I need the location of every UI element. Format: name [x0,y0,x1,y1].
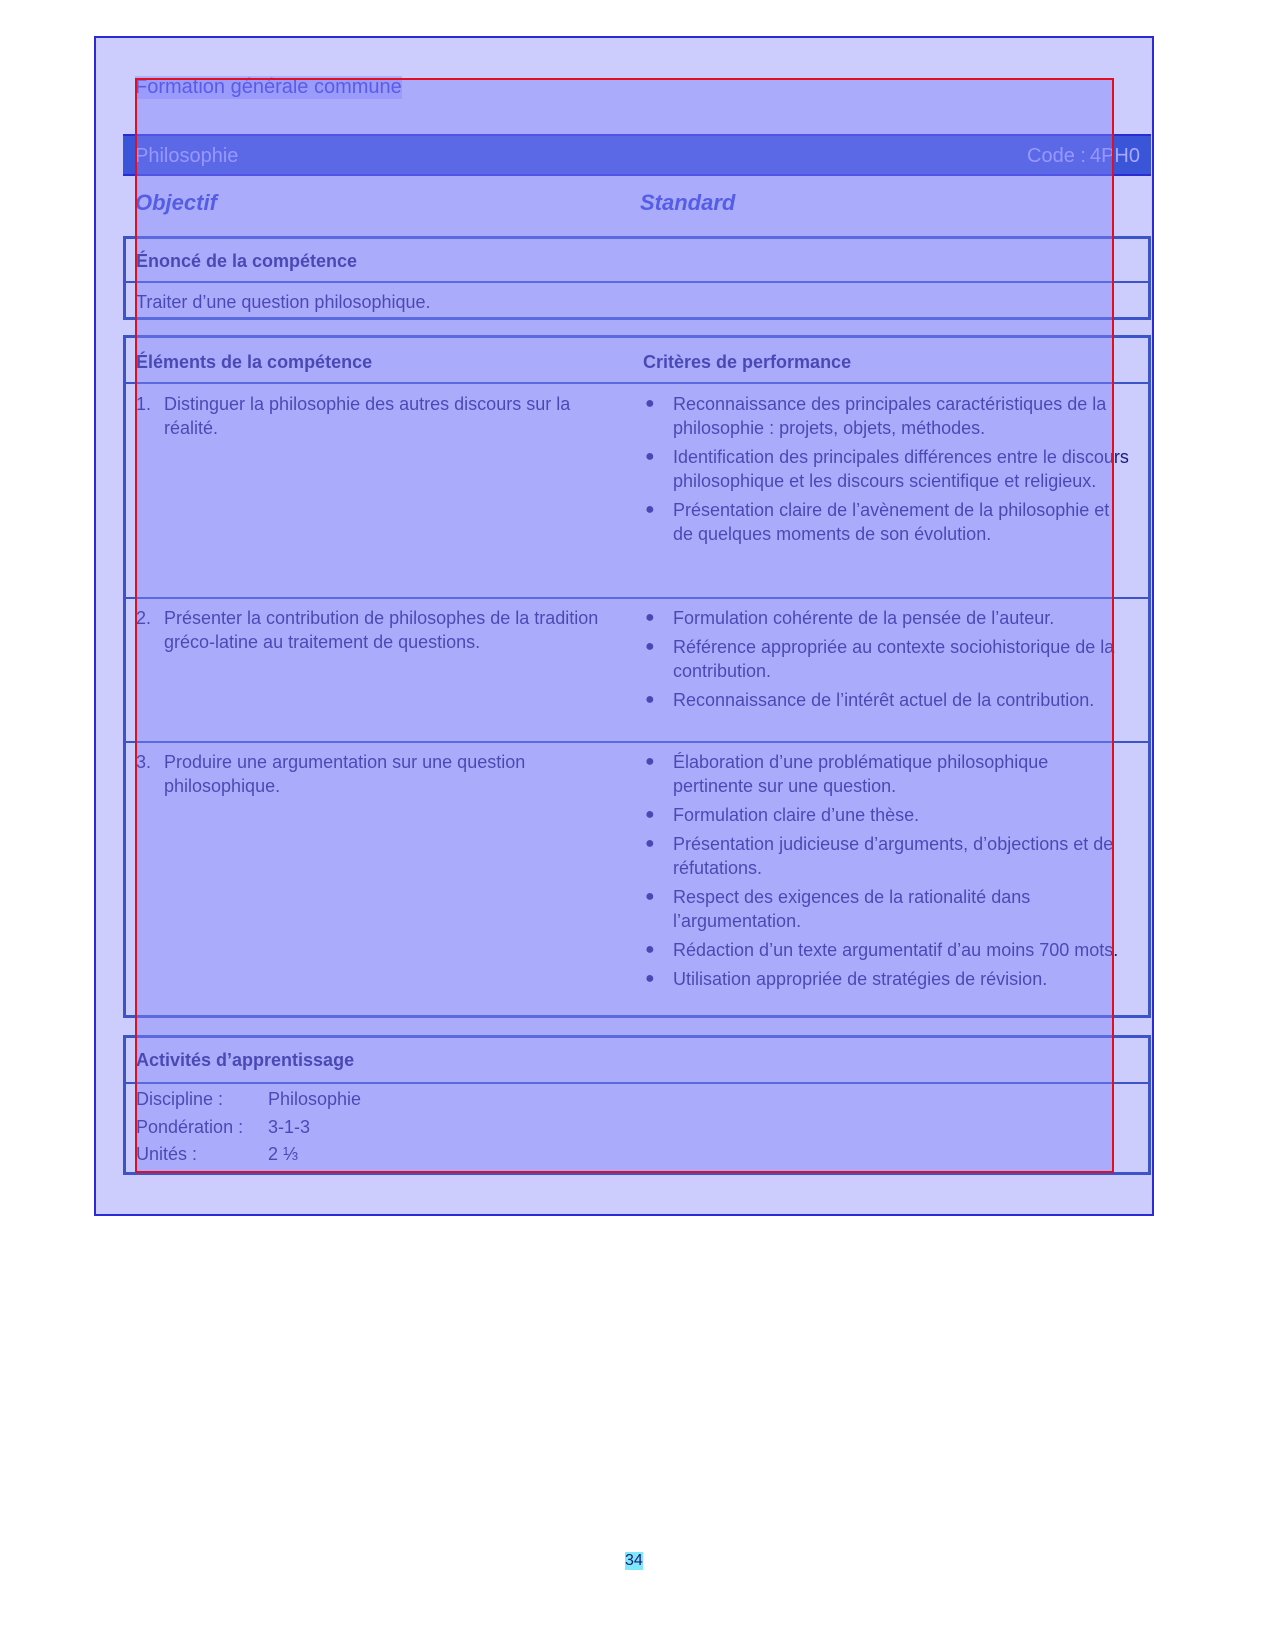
criterion-item: ● Utilisation appropriée de stratégies de révision. [645,969,1048,989]
element-text: Distinguer la philosophie des autres discours sur la réalité. [164,394,571,438]
element-number: 1. [136,394,152,414]
course-code-label: Code : [1027,145,1086,167]
criterion-item: ● Formulation cohérente de la pensée de l’auteur. [645,608,1055,628]
element-number: 3. [136,752,152,772]
discipline-label: Discipline : [136,1089,224,1109]
ponderation-value: 3-1-3 [268,1117,311,1137]
unites-value: 2 ⅓ [268,1144,299,1164]
bullet-icon: ● [645,395,655,412]
course-code-value: 4PH0 [1089,145,1140,167]
criterion-item: ● Présentation claire de l’avènement de la philosophie et de quelques moments de son évolution. [645,500,1110,544]
enonce-title: Énoncé de la compétence [136,251,358,271]
criterion-item: ● Élaboration d’une problématique philosophique pertinente sur une question. [645,752,1049,796]
activites-title: Activités d’apprentissage [136,1050,355,1070]
bullet-icon: ● [645,691,655,708]
criterion-item: ● Référence appropriée au contexte sociohistorique de la contribution. [645,637,1115,681]
criterion-item: ● Reconnaissance de l’intérêt actuel de la contribution. [645,690,1095,710]
criterion-item: ● Rédaction d’un texte argumentatif d’au moins 700 mots. [645,940,1119,960]
criterion-item: ● Reconnaissance des principales caractéristiques de la philosophie : projets, objets, méthodes. [645,394,1107,438]
unites-label: Unités : [136,1144,198,1164]
enonce-text: Traiter d’une question philosophique. [136,292,431,312]
element-text: Présenter la contribution de philosophes de la tradition gréco-latine au traitement de questions. [164,608,599,652]
section-title: Formation générale commune [135,76,402,98]
bullet-icon: ● [645,501,655,518]
standard-heading: Standard [640,190,736,215]
criterion-item: ● Identification des principales différences entre le discours philosophique et les discours scientifique et religieux. [645,447,1129,491]
criterion-item: ● Présentation judicieuse d’arguments, d’objections et de réfutations. [645,834,1114,878]
objectif-heading: Objectif [135,190,217,215]
bullet-icon: ● [645,970,655,987]
criterion-item: ● Respect des exigences de la rationalité dans l’argumentation. [645,887,1031,931]
element-text: Produire une argumentation sur une question philosophique. [164,752,526,796]
bullet-icon: ● [645,448,655,465]
col-elements-header: Éléments de la compétence [136,352,373,372]
criterion-item: ● Formulation claire d’une thèse. [645,805,920,825]
bullet-icon: ● [645,609,655,626]
content-overlay [135,78,1114,1173]
discipline-value: Philosophie [268,1089,362,1109]
bullet-icon: ● [645,638,655,655]
bullet-icon: ● [645,835,655,852]
bullet-icon: ● [645,753,655,770]
page-number: 34 [625,1552,643,1569]
bullet-icon: ● [645,888,655,905]
bullet-icon: ● [645,941,655,958]
element-number: 2. [136,608,152,628]
course-name: Philosophie [135,145,239,167]
bullet-icon: ● [645,806,655,823]
col-criteres-header: Critères de performance [643,352,852,372]
ponderation-label: Pondération : [136,1117,244,1137]
